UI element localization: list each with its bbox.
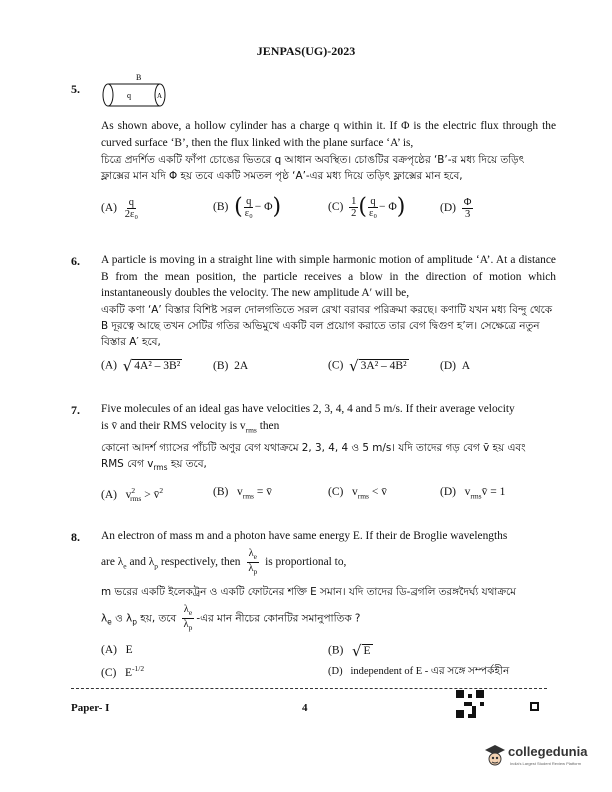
logo-text: collegedunia (508, 744, 588, 759)
q6-option-b[interactable]: (B) 2A (213, 360, 249, 372)
question-7-text-bn: কোনো আদর্শ গ্যাসের পাঁচটি অণুর বেগ যথাক্রমে 2, 3, 4, 4 ও 5 m/s। যদি তাদের গড় বেগ v̄ হয় এবং RMS বেগ $v_{rms}$ হয় তবে, (101, 442, 526, 473)
q7-option-a[interactable]: (A) $v^2_{rms}$ > v̄$^2$ (101, 486, 164, 504)
q8-option-c[interactable]: (C) $E^{-1/2}$ (101, 664, 145, 679)
question-5-text-en: As shown above, a hollow cylinder has a charge q within it. If Φ is the electric flux through the curved surface ‘B’, then the flux linked with the plane surface ‘A’ is, (101, 120, 556, 149)
q8-option-a[interactable]: (A) E (101, 644, 133, 656)
q5-option-d[interactable]: (D) $\frac{\Phi}{3}$ (440, 197, 472, 220)
exam-header: JENPAS(UG)-2023 (256, 44, 356, 58)
q7-option-c[interactable]: (C) $v_{rms}$ < v̄ (328, 486, 387, 501)
question-5-text-bn: চিত্রে প্রদর্শিত একটি ফাঁপা চোঙের ভিতরে q আধান অবস্থিত। চোঙটির বক্রপৃষ্ঠের ‘B’-র মধ্য দিয়ে তড়িৎ ফ্লাক্সের মান যদি Φ হয় তবে একটি সমতল পৃষ্ঠ ‘A’-এর মধ্য দিয়ে তড়িৎ ফ্লাক্সের মান হবে, (101, 154, 525, 182)
question-7-number: 7. (71, 403, 80, 417)
question-6-text-bn: একটি কণা ‘A’ বিস্তার বিশিষ্ট সরল দোলগতিতে সরল রেখা বরাবর পরিক্রমা করছে। কণাটি যখন মধ্য বিন্দু থেকে B দূরত্বে আছে তখন সেটির গতির অভিমুখে একটি বল প্রয়োগ করাতে তার বেগ দ্বিগুণ হ’ল। সেক্ষেত্রে নতুন বিস্তার A′ হবে, (101, 304, 553, 348)
qr-code (456, 690, 484, 718)
question-8-text-bn: m ভরের একটি ইলেকট্রন ও একটি ফোটনের শক্তি E সমান। যদি তাদের ডি-ব্রগলি তরঙ্গদৈর্ঘ্য যথাক্রমে (101, 586, 516, 598)
page-number: 4 (302, 702, 308, 714)
question-6-text-en: A particle is moving in a straight line with simple harmonic motion of amplitude ‘A’. At a distance B from the mean position, the particle receives a blow in the direction of motion which instantaneously doubles the velocity. The new amplitude A′ will be, (101, 254, 556, 299)
q7-option-d[interactable]: (D) $v_{rms}v̄ = 1$ (440, 486, 506, 501)
question-5-number: 5. (71, 82, 80, 96)
q8-option-d[interactable]: (D) independent of E - এর সঙ্গে সম্পর্কহীন (328, 666, 510, 677)
q7-option-b[interactable]: (B) $v_{rms}$ = v̄ (213, 486, 272, 501)
q6-option-c[interactable]: (C) √ 3A² – 4B² (328, 357, 407, 375)
footer-divider (71, 688, 547, 689)
logo-tagline: India's Largest Student Review Platform (510, 761, 582, 766)
question-8-text-bn-2: $\lambda_e$ ও $\lambda_p$ হয়, তবে $\frac{\lambda_e}{\lambda_p}$ -এর মান নীচের কোনটির সমানুপাতিক ? (101, 604, 361, 633)
q6-option-a[interactable]: (A) √ 4A² – 3B² (101, 357, 181, 375)
q8-option-b[interactable]: (B) √ E (328, 642, 371, 660)
figure-label-a: A (157, 92, 163, 100)
figure-label-b: B (136, 73, 142, 82)
figure-label-q: q (127, 91, 131, 100)
question-7-text-en: Five molecules of an ideal gas have velocities 2, 3, 4, 4 and 5 m/s. If their average velocity is v̄ and their RMS velocity is $v_{rms}$ then (101, 403, 515, 434)
q5-option-b[interactable]: (B) ( $\frac{q}{\text{ε₀}}$ − Φ) (213, 194, 282, 220)
question-8-number: 8. (71, 530, 80, 544)
question-8-text-en: An electron of mass m and a photon have same energy E. If their de Broglie wavelengths (101, 530, 508, 542)
paper-label: Paper- I (71, 702, 110, 714)
q6-option-d[interactable]: (D) A (440, 360, 471, 372)
question-8-text-en-2: are $\lambda_e$ and $\lambda_p$ respectively, then $\frac{\lambda_e}{\lambda_p}$ is proportional to, (101, 548, 347, 577)
q5-option-a[interactable]: (A) $\frac{q}{\text{2ε₀}}$ (101, 197, 139, 220)
page-marker-square (530, 702, 539, 711)
question-6-number: 6. (71, 254, 80, 268)
graduate-cap-icon (484, 744, 506, 768)
q5-option-c[interactable]: (C) $\frac{1}{2}$ ( $\frac{q}{\text{ε₀}}$ − Φ) (328, 194, 406, 220)
hollow-cylinder-figure (99, 72, 171, 108)
